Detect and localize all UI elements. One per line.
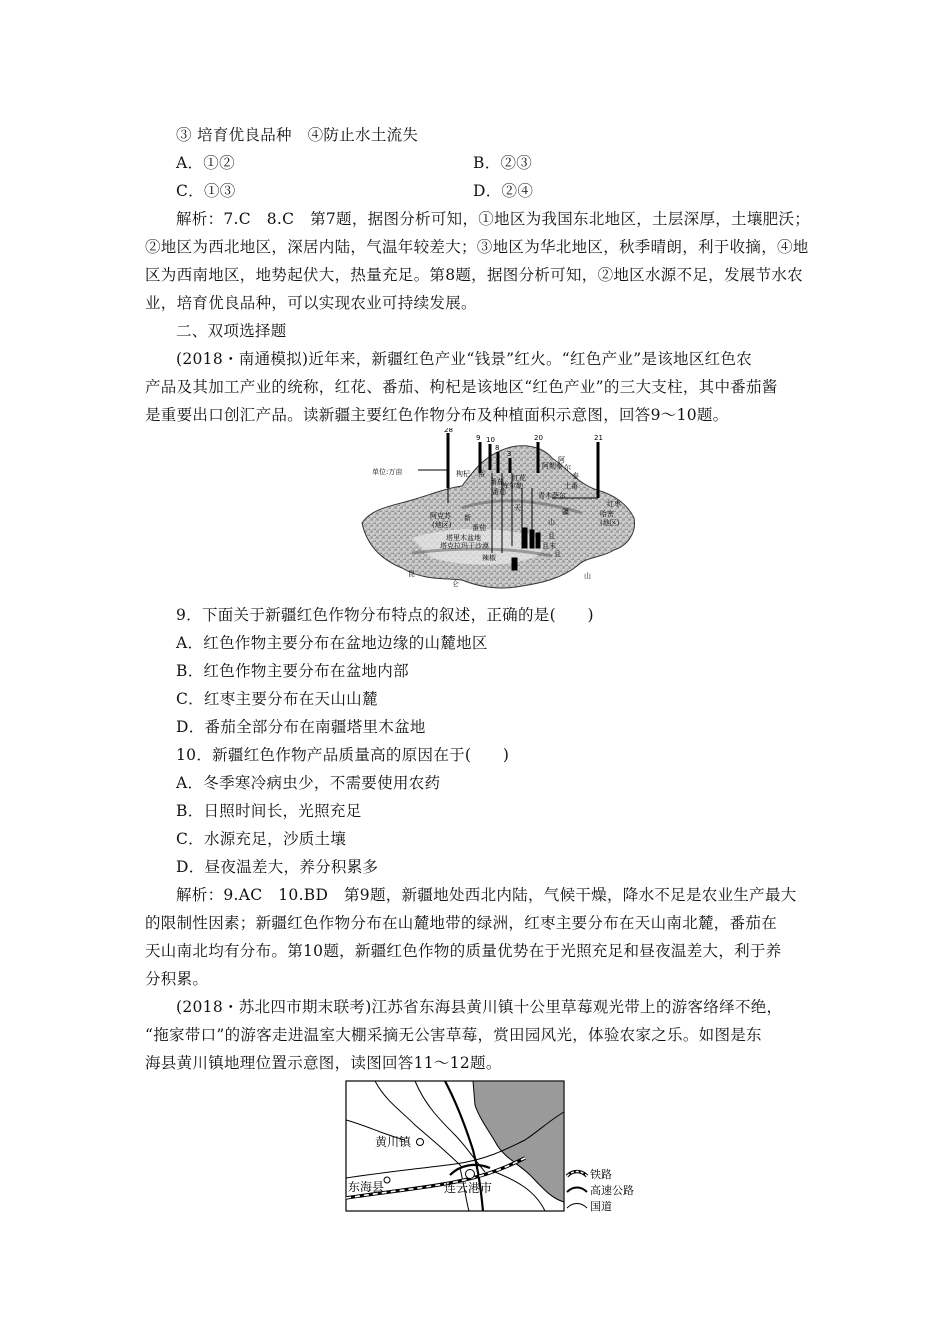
map-label-gouqi: 枸杞 — [456, 470, 470, 478]
huangchuan-marker — [417, 1139, 424, 1146]
q10-stem: 10．新疆红色作物产品质量高的原因在于( ) — [176, 746, 510, 764]
bar-value-6: 20 — [534, 434, 543, 442]
map-label-qiemo: 且末 — [542, 542, 556, 550]
intro-9-10-line-1: (2018・南通模拟)近年来，新疆红色产业“钱景”红火。“红色产业”是该地区红色农 — [176, 350, 753, 368]
map-label-er: 尔 — [564, 464, 571, 472]
huangchuan-location-map — [345, 1080, 645, 1220]
analysis-9-10-line-1: 解析：9.AC 10.BD 第9题，新疆地处西北内陆，气候干燥，降水不足是农业生产最大 — [176, 886, 797, 904]
q9-option-d: D．番茄全部分布在南疆塔里木盆地 — [176, 718, 426, 736]
q9-stem: 9．下面关于新疆红色作物分布特点的叙述，正确的是( ) — [176, 606, 594, 624]
intro-9-10-line-2: 产品及其加工产业的统称，红花、番茄、枸杞是该地区“红色产业”的三大支柱，其中番茄酱 — [145, 378, 778, 396]
xinjiang-crop-map — [352, 428, 642, 598]
label-donghai: 东海县 — [348, 1180, 385, 1194]
map-label-yu: 裕 — [478, 470, 485, 478]
analysis-7-8-line-1: 解析：7.C 8.C 第7题，据图分析可知，①地区为我国东北地区，土层深厚，土壤肥沃； — [176, 210, 811, 228]
map-label-honghua: 红花 — [512, 474, 526, 482]
analysis-9-10-line-3: 天山南北均有分布。第10题，新疆红色作物的质量优势在于光照充足和昼夜温差大，利于养 — [145, 942, 782, 960]
map-label-tarim: 塔里木盆地 — [446, 534, 481, 542]
map-label-hami-region: (地区) — [600, 519, 620, 527]
q8-option-c: C．①③ — [176, 182, 236, 200]
map-label-a: 阿 — [558, 456, 565, 464]
q8-option-a: A．①② — [176, 154, 235, 172]
map-label-fanqie-1: 番茄 — [490, 478, 504, 486]
map-label-xin: 新 — [464, 514, 471, 522]
q10-option-a: A．冬季寒冷病虫少，不需要使用农药 — [176, 774, 441, 792]
q10-option-c: C．水源充足，沙质土壤 — [176, 830, 347, 848]
map-label-shan-2: 山 — [584, 572, 591, 580]
bar-value-1: 28 — [444, 428, 453, 434]
bar-value-4: 8 — [495, 444, 500, 452]
map-label-tian: 天 — [514, 504, 521, 512]
q9-option-c: C．红枣主要分布在天山山麓 — [176, 690, 378, 708]
q9-option-a: A．红色作物主要分布在盆地边缘的山麓地区 — [176, 634, 488, 652]
intro-9-10-line-3: 是重要出口创汇产品。读新疆主要红色作物分布及种植面积示意图，回答9～10题。 — [145, 406, 729, 424]
intro-11-12-line-2: “拖家带口”的游客走进温室大棚采摘无公害草莓，赏田园风光，体验农家之乐。如图是东 — [145, 1026, 762, 1044]
q8-option-b: B．②③ — [473, 154, 533, 172]
q9-option-b: B．红色作物主要分布在盆地内部 — [176, 662, 409, 680]
map-label-altay: 阿勒泰 — [542, 462, 563, 470]
legend-national-road: 国道 — [590, 1200, 612, 1213]
map-label-qingmusaer: 青木萨尔 — [538, 492, 566, 500]
q8-option-d: D．②④ — [473, 182, 534, 200]
map-label-akesu: 阿克苏 — [430, 512, 451, 520]
analysis-7-8-line-3: 区为西南地区，地势起伏大，热量充足。第8题，据图分析可知，②地区水源不足，发展节水农 — [145, 266, 803, 284]
map-label-fanqie-2: 番茄 — [472, 524, 486, 532]
legend-railway: 铁路 — [590, 1168, 612, 1181]
bar-value-3: 10 — [486, 436, 495, 444]
map-label-lajiao: 辣椒 — [482, 554, 496, 562]
map-label-qie-1: 且 — [548, 532, 555, 540]
lianyungang-marker — [466, 1170, 475, 1179]
bar-value-5: 3 — [507, 450, 512, 458]
q8-options-line: ③ 培育优良品种 ④防止水土流失 — [176, 126, 419, 144]
map-label-tai: 泰 — [572, 472, 579, 480]
label-lianyungang: 连云港市 — [444, 1181, 493, 1195]
q10-option-d: D．昼夜温差大，养分积累多 — [176, 858, 379, 876]
bar-value-2: 9 — [476, 434, 481, 442]
analysis-9-10-line-2: 的限制性因素；新疆红色作物分布在山麓地带的绿洲，红枣主要分布在天山南北麓，番茄在 — [145, 914, 778, 932]
map-label-qie-2: 且 — [554, 550, 561, 558]
analysis-9-10-line-4: 分积累。 — [145, 970, 209, 988]
map-label-fanqie-3: 番茄 — [492, 488, 506, 496]
intro-11-12-line-1: (2018・苏北四市期末联考)江苏省东海县黄川镇十公里草莓观光带上的游客络绎不绝， — [176, 998, 783, 1016]
map-label-kuerle: 库尔勒 — [502, 482, 523, 490]
label-huangchuan: 黄川镇 — [375, 1135, 412, 1149]
donghai-marker — [384, 1177, 390, 1183]
q10-option-b: B．日照时间长，光照充足 — [176, 802, 362, 820]
analysis-7-8-line-4: 业，培育优良品种，可以实现农业可持续发展。 — [145, 294, 477, 312]
map-label-tufan: 土番 — [564, 482, 578, 490]
intro-11-12-line-3: 海县黄川镇地理位置示意图，读图回答11～12题。 — [145, 1054, 502, 1072]
map2-legend — [567, 1167, 634, 1213]
map-label-hongzao: 红枣 — [607, 500, 621, 508]
map-label-shan-1: 山 — [548, 518, 555, 526]
legend-expressway: 高速公路 — [590, 1184, 634, 1197]
map-label-akesu-region: (地区) — [432, 521, 452, 529]
map-unit-label: 单位:万亩 — [372, 468, 403, 476]
map-label-kun: 昆 — [408, 570, 415, 578]
bar-value-7: 21 — [594, 434, 603, 442]
map-label-hami: 哈密 — [600, 510, 614, 518]
map-label-lun: 仑 — [452, 580, 459, 588]
analysis-7-8-line-2: ②地区为西北地区，深居内陆，气温年较差大；③地区为华北地区，秋季晴朗，利于收摘，④地 — [145, 238, 809, 256]
section-title: 二、双项选择题 — [176, 322, 287, 340]
map-label-taklimakan: 塔克拉玛干沙漠 — [440, 542, 489, 550]
map-label-jiang: 疆 — [562, 508, 569, 516]
